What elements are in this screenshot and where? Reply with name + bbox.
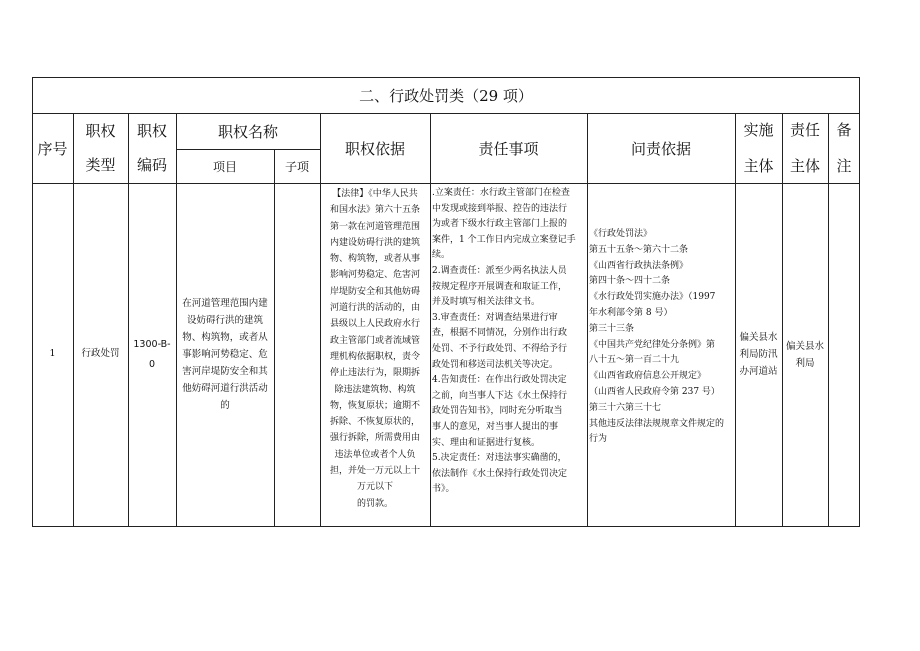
header-subitem: 子项 bbox=[284, 159, 309, 174]
header-code: 职权 编码 bbox=[136, 122, 167, 174]
header-duty: 责任事项 bbox=[478, 139, 539, 158]
header-item: 项目 bbox=[212, 159, 237, 174]
row-duty: .立案责任：水行政主管部门在检查 中发现或接到举报、控告的违法行 为或者下级水行政主管部门上报的 案件，1 个工作日内完成立案登记手 续。 2.调查责任：派至少两名执法人员 按规定程序开展调查和取证工作， 并及时填写相关法律文书。 3.审查责任：对调查结果进行审 查，根据不同情况，分别作出行政 处罚、不予行政处罚、不得给予行 政处罚和移送司法机关等决定。 4.告知责任：在作出行政处罚决定 之前，向当事人下达《水土保持行 政处罚告知书》，同时充分听取当 事人的意见，对当事人提出的事 实、理由和证据进行复核。 5.决定责任：对违法事实确凿的， 依法制作《水土保持行政处罚决定 书》。 bbox=[432, 188, 576, 495]
header-type: 职权 类型 bbox=[85, 122, 116, 174]
row-basis: 【法律】《中华人民共 和国水法》第六十五条 第一款在河道管理范围 内建设妨碍行洪的建筑 物、构筑物，或者从事 影响河势稳定、危害河 岸堤防安全和其他妨碍 河道行洪的活动的，由 县级以上人民政府水行 政主管部门或者流域管 理机构依据职权，责令 停止违法行为，限期拆 除违法建筑物、构筑 物，恢复原状；逾期不 拆除、不恢复原状的， 强行拆除，所需费用由 违法单位或者个人负 担，并处一万元以上十 万元以下 的罚款。 bbox=[329, 189, 420, 509]
header-implementer: 实施 主体 bbox=[743, 121, 774, 175]
header-accountability: 问责依据 bbox=[630, 139, 691, 158]
header-responsible: 责任 主体 bbox=[789, 121, 820, 175]
row-type: 行政处罚 bbox=[81, 348, 120, 360]
header-basis: 职权依据 bbox=[344, 139, 405, 158]
row-accountability: 《行政处罚法》 第五十五条～第六十二条 《山西省行政执法条例》 第四十条～四十二条 《水行政处罚实施办法》（1997 年水利部令第 8 号） 第三十三条 《中国共产党纪律处分条例》第 八十五～第一百二十九 《山西省政府信息公开规定》 （山西省人民政府令第 237 号） 第三十六第三十七 其他违反法律法规规章文件规定的 行为 bbox=[589, 229, 725, 445]
power-list-table bbox=[32, 77, 860, 527]
header-name: 职权名称 bbox=[217, 122, 278, 141]
row-item: 在河道管理范围内建 设妨碍行洪的建筑 物、构筑物，或者从 事影响河势稳定、危 害河岸堤防安全和其 他妨碍河道行洪活动 的 bbox=[182, 298, 268, 411]
row-implementer: 偏关县水 利局防汛 办河道站 bbox=[739, 332, 778, 377]
header-seq: 序号 bbox=[37, 139, 68, 158]
row-subitem bbox=[274, 183, 320, 526]
row-seq: 1 bbox=[49, 348, 56, 360]
table-title: 二、行政处罚类（29 项） bbox=[359, 86, 533, 105]
header-remark: 备 注 bbox=[836, 121, 852, 175]
row-remark bbox=[828, 183, 860, 526]
row-responsible: 偏关县水 利局 bbox=[785, 340, 824, 369]
row-code: 1300-B- 0 bbox=[133, 338, 171, 370]
